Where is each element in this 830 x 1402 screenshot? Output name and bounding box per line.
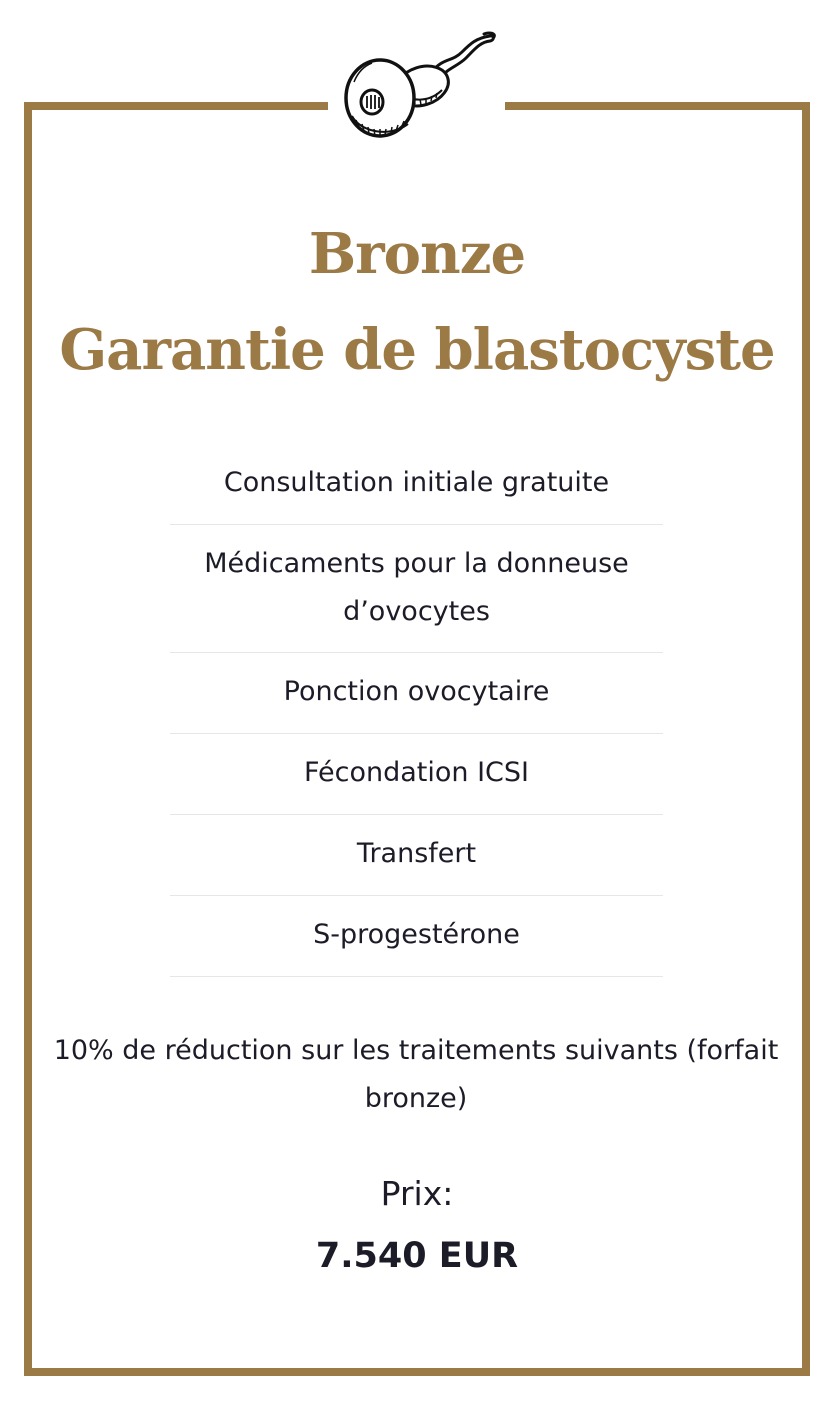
plan-subtitle: Garantie de blastocyste <box>59 317 775 383</box>
embryo-sperm-icon <box>334 28 500 142</box>
feature-item: Fécondation ICSI <box>170 734 663 815</box>
feature-item: S-progestérone <box>170 896 663 977</box>
price-value: 7.540 EUR <box>315 1236 519 1276</box>
feature-list <box>170 444 663 977</box>
feature-item: Consultation initiale gratuite <box>170 444 663 525</box>
feature-item: Ponction ovocytaire <box>170 653 663 734</box>
feature-item: Médicaments pour la donneuse d’ovocytes <box>170 525 663 653</box>
plan-name: Bronze <box>308 221 526 287</box>
feature-item: Transfert <box>170 815 663 896</box>
price-label: Prix: <box>380 1174 454 1213</box>
discount-note: 10% de réduction sur les traitements suivants (forfait bronze) <box>53 1035 779 1114</box>
